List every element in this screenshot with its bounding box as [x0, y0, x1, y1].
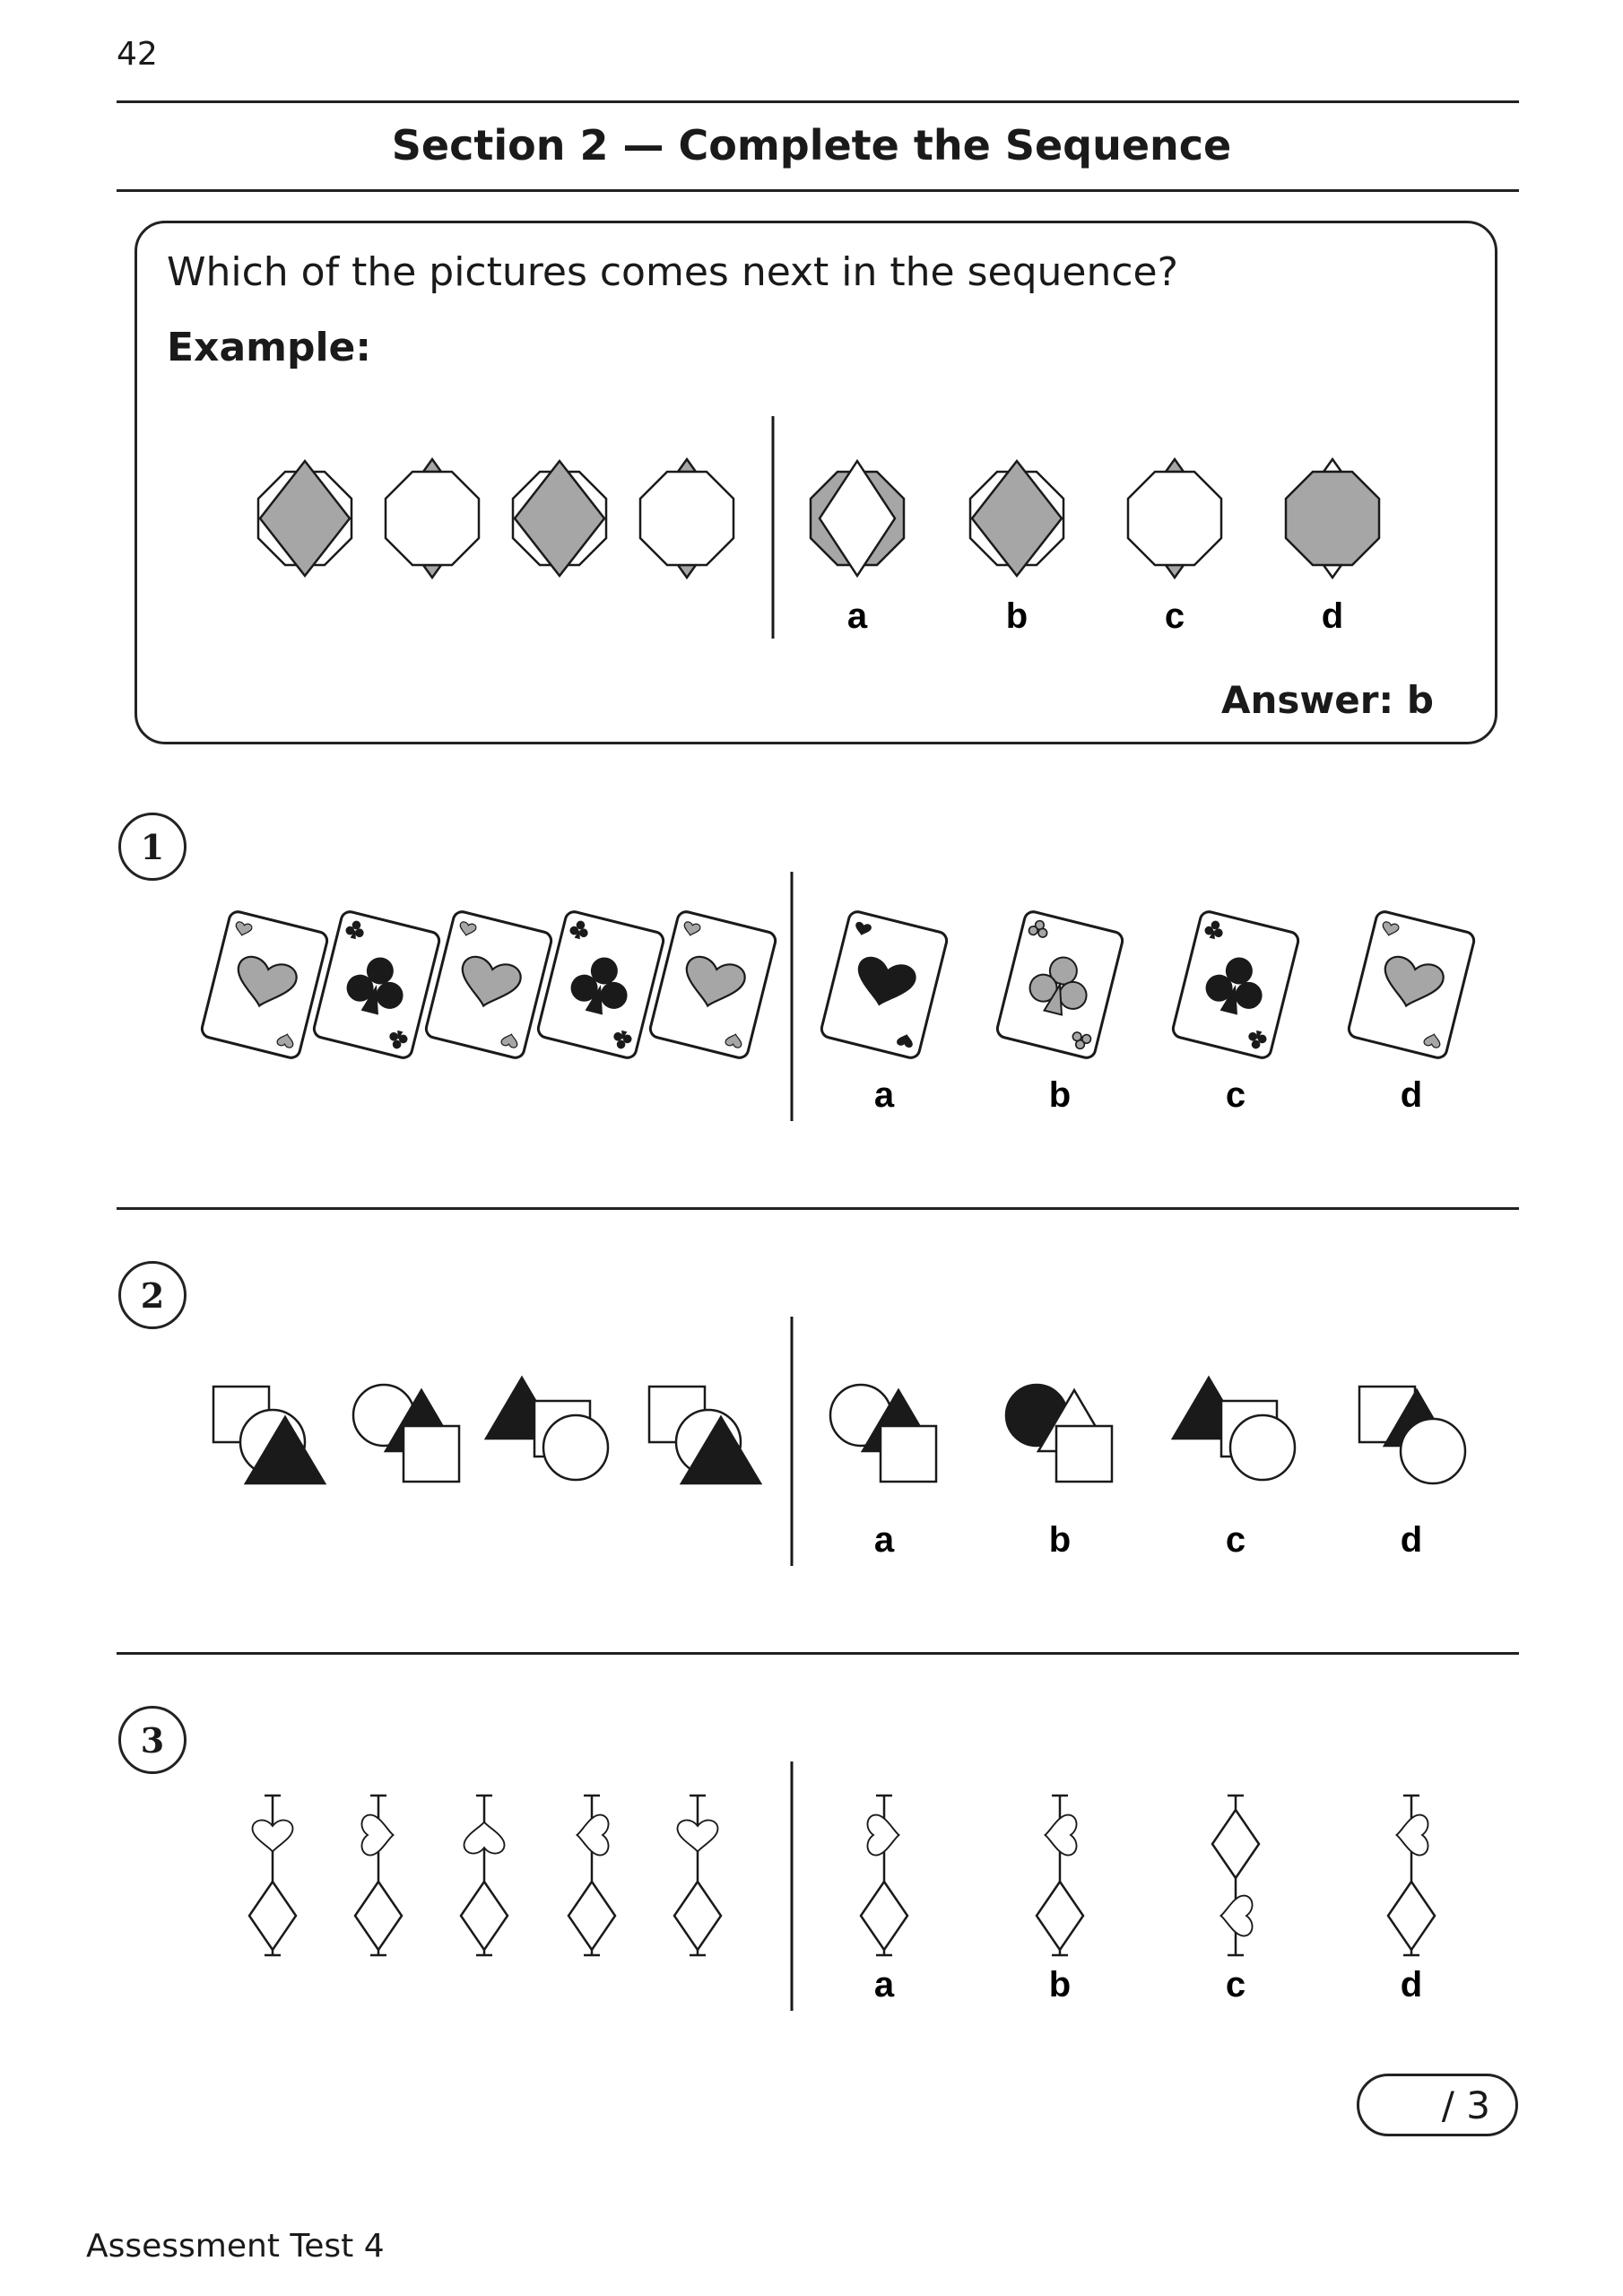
option-label-c: c — [1225, 1965, 1246, 2005]
q1-option-b — [995, 910, 1124, 1060]
option-label-a: a — [873, 1520, 895, 1560]
q2-item-4 — [649, 1387, 760, 1483]
q1-card-3 — [424, 910, 553, 1060]
option-label-a: a — [846, 596, 868, 636]
option-label-c: c — [1225, 1075, 1246, 1115]
q3-option-b — [1037, 1796, 1083, 1955]
q3-item-4 — [568, 1796, 615, 1955]
example-option-c — [1128, 459, 1221, 578]
q3-option-d — [1388, 1796, 1435, 1955]
option-label-d: d — [1400, 1075, 1423, 1115]
option-label-b: b — [1048, 1965, 1072, 2005]
example-item-4 — [640, 459, 733, 578]
option-label-b: b — [1005, 596, 1028, 636]
question-1-sequence — [200, 910, 777, 1060]
option-label-a: a — [873, 1965, 895, 2005]
q2-item-1 — [213, 1387, 325, 1483]
example-label: Example: — [167, 325, 371, 370]
q1-option-d — [1347, 910, 1476, 1060]
q3-item-5 — [674, 1796, 721, 1955]
example-option-b — [970, 461, 1063, 576]
option-label-d: d — [1321, 596, 1344, 636]
example-item-2 — [386, 459, 479, 578]
instruction-text: Which of the pictures comes next in the sequence? — [167, 249, 1178, 295]
option-label-d: d — [1400, 1520, 1423, 1560]
question-2-options — [830, 1378, 1465, 1483]
example-option-d — [1286, 459, 1379, 578]
option-label-a: a — [873, 1075, 895, 1115]
question-number-2: 2 — [118, 1261, 187, 1329]
question-2-option-labels — [874, 1520, 1422, 1560]
q1-card-2 — [312, 910, 441, 1060]
option-label-c: c — [1164, 596, 1185, 636]
q1-card-4 — [536, 910, 665, 1060]
option-label-d: d — [1400, 1965, 1423, 2005]
example-item-1 — [258, 461, 352, 576]
question-3-option-labels — [874, 1965, 1422, 2005]
question-3-sequence — [249, 1796, 721, 1955]
q1-card-5 — [648, 910, 777, 1060]
example-sequence — [258, 459, 733, 578]
q2-option-b — [1006, 1385, 1112, 1482]
q3-item-1 — [249, 1796, 296, 1955]
q3-item-3 — [461, 1796, 508, 1955]
q2-option-a — [830, 1385, 936, 1482]
option-label-b: b — [1048, 1075, 1072, 1115]
question-number-3: 3 — [118, 1706, 187, 1774]
question-1-option-labels — [874, 1075, 1422, 1115]
footer-text: Assessment Test 4 — [86, 2228, 385, 2265]
score-box: / 3 — [1357, 2074, 1518, 2136]
q2-option-d — [1359, 1387, 1465, 1483]
q1-option-c — [1171, 910, 1300, 1060]
q2-item-3 — [486, 1378, 608, 1480]
example-option-labels — [847, 596, 1343, 636]
option-label-c: c — [1225, 1520, 1246, 1560]
question-number-1: 1 — [118, 813, 187, 881]
section-title: Section 2 — Complete the Sequence — [391, 121, 1232, 170]
q1-card-1 — [200, 910, 329, 1060]
q3-option-a — [861, 1796, 907, 1955]
q3-option-c — [1212, 1796, 1259, 1955]
example-answer: Answer: b — [1221, 678, 1434, 722]
question-2-sequence — [213, 1378, 760, 1483]
q1-option-a — [820, 910, 949, 1060]
q2-option-c — [1173, 1378, 1295, 1480]
page-number: 42 — [117, 36, 158, 73]
q3-item-2 — [355, 1796, 402, 1955]
question-1-options — [820, 910, 1476, 1060]
example-options — [811, 459, 1379, 578]
example-item-3 — [513, 461, 606, 576]
example-option-a — [811, 461, 904, 576]
question-3-options — [861, 1796, 1435, 1955]
option-label-b: b — [1048, 1520, 1072, 1560]
q2-item-2 — [353, 1385, 459, 1482]
